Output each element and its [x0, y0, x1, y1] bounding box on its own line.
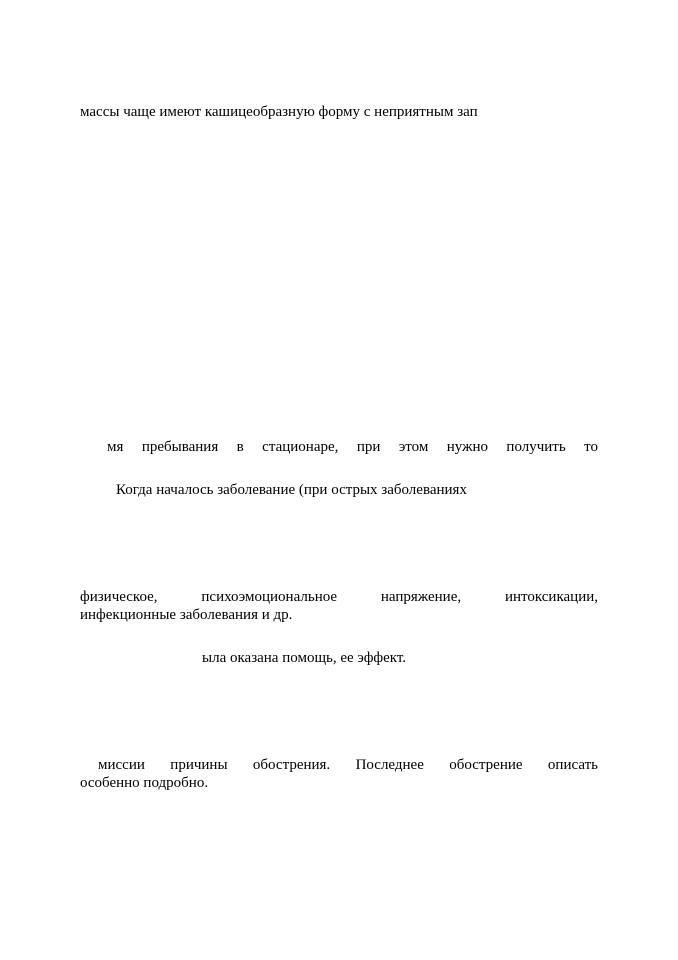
paragraph-line: физическое, психоэмоциональное напряжение, интоксикации,: [80, 589, 598, 605]
paragraph-line: особенно подробно.: [80, 775, 209, 791]
paragraph-text: [80, 756, 598, 792]
paragraph-line: миссии причины обострения. Последнее обострение описать: [98, 757, 598, 773]
paragraph-line: мя пребывания в стационаре, при этом нужно получить то: [107, 439, 598, 455]
paragraph-text: [80, 438, 598, 456]
paragraph-line: инфекционные заболевания и др.: [80, 607, 293, 623]
paragraph-text: ыла оказана помощь, ее эффект.: [202, 650, 407, 666]
paragraph-text: [80, 588, 598, 624]
paragraph-text: [80, 481, 467, 499]
paragraph-line: Когда началось заболевание (при острых заболеваниях: [116, 482, 467, 498]
paragraph-text: массы чаще имеют кашицеобразную форму с неприятным зап: [80, 104, 478, 120]
